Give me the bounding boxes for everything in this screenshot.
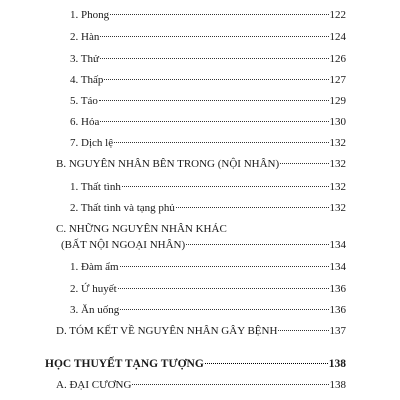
- dot-leader: [120, 266, 329, 267]
- dot-leader: [100, 36, 328, 37]
- dot-leader: [114, 142, 328, 143]
- entry-page: 127: [329, 74, 346, 86]
- entry-page: 134: [329, 239, 346, 251]
- entry-page: 136: [329, 304, 346, 316]
- entry-page: 138: [329, 379, 346, 391]
- toc-entry-han: [70, 30, 346, 44]
- entry-title: (BẤT NỘI NGOẠI NHÂN): [61, 239, 186, 251]
- entry-title: A. ĐẠI CƯƠNG: [56, 379, 132, 391]
- entry-title: 1. Phong: [70, 9, 110, 21]
- toc-entry-noi-nhan: [56, 157, 346, 171]
- dot-leader: [280, 163, 328, 164]
- entry-title: 3. Thử: [70, 53, 99, 65]
- dot-leader: [176, 207, 329, 208]
- entry-page: 132: [329, 158, 346, 170]
- entry-title: 2. Ứ huyết: [70, 283, 117, 295]
- dot-leader: [100, 58, 329, 59]
- toc-entry-thap: [70, 73, 346, 87]
- dot-leader: [100, 121, 328, 122]
- entry-page: 130: [329, 116, 346, 128]
- entry-page: 132: [329, 202, 346, 214]
- entry-title: 1. Thất tình: [70, 181, 121, 193]
- dot-leader: [120, 309, 328, 310]
- dot-leader: [110, 14, 328, 15]
- toc-entry-that-tinh-tang-phu: [70, 201, 346, 215]
- entry-page: 129: [329, 95, 346, 107]
- dot-leader: [99, 100, 329, 101]
- toc-entry-dich-le: [70, 136, 346, 150]
- dot-leader: [278, 330, 328, 331]
- dot-leader: [104, 79, 328, 80]
- entry-title: 1. Đàm ẩm: [70, 261, 119, 273]
- entry-title: 5. Táo: [70, 95, 98, 107]
- entry-title: 6. Hỏa: [70, 116, 100, 128]
- entry-title: 7. Dịch lệ: [70, 137, 114, 149]
- dot-leader: [205, 363, 328, 364]
- toc-entry-thu: [70, 52, 346, 66]
- dot-leader: [122, 186, 329, 187]
- entry-title: B. NGUYÊN NHÂN BÊN TRONG (NỘI NHÂN): [56, 158, 280, 170]
- toc-entry-phong: [70, 8, 346, 22]
- toc-entry-that-tinh: [70, 180, 346, 194]
- toc-entry-tao: [70, 94, 346, 108]
- entry-title: D. TÓM KẾT VỀ NGUYÊN NHÂN GÂY BỆNH: [56, 325, 278, 337]
- toc-entry-dam-am: [70, 260, 346, 274]
- toc-entry-nguyen-nhan-khac: C. NHỮNG NGUYÊN NHÂN KHÁC: [56, 223, 227, 235]
- toc-entry-tom-ket: [56, 324, 346, 338]
- dot-leader: [132, 384, 328, 385]
- entry-title: 2. Hàn: [70, 31, 100, 43]
- toc-entry-an-uong: [70, 303, 346, 317]
- entry-title: HỌC THUYẾT TẠNG TƯỢNG: [45, 358, 204, 370]
- entry-page: 134: [329, 261, 346, 273]
- toc-entry-bat-noi-ngoai-nhan: [61, 238, 346, 252]
- entry-title: 2. Thất tình và tạng phủ: [70, 202, 175, 214]
- toc-chapter-hoc-thuyet-tang-tuong: [45, 357, 346, 371]
- entry-page: 124: [329, 31, 346, 43]
- dot-leader: [186, 244, 328, 245]
- toc-entry-u-huyet: [70, 282, 346, 296]
- toc-entry-dai-cuong: [56, 378, 346, 392]
- entry-page: 132: [329, 137, 346, 149]
- entry-title: 3. Ăn uống: [70, 304, 120, 316]
- entry-title: 4. Thấp: [70, 74, 104, 86]
- toc-entry-hoa: [70, 115, 346, 129]
- entry-page: 126: [329, 53, 346, 65]
- entry-page: 132: [329, 181, 346, 193]
- dot-leader: [118, 288, 329, 289]
- entry-page: 138: [328, 358, 346, 370]
- entry-page: 122: [329, 9, 346, 21]
- entry-page: 136: [329, 283, 346, 295]
- entry-page: 137: [329, 325, 346, 337]
